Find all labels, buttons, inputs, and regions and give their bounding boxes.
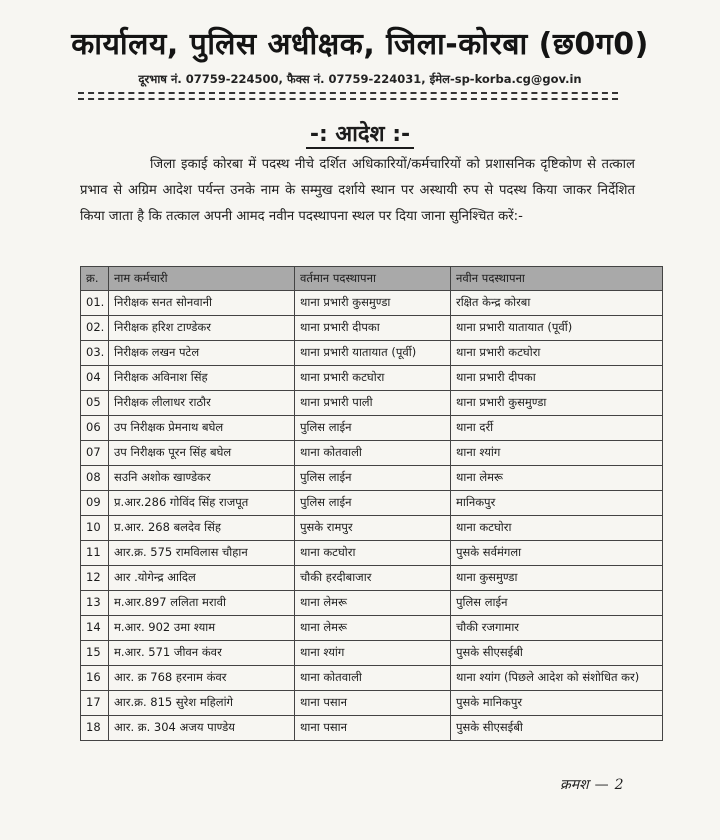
- new-posting-cell: थाना प्रभारी कुसमुण्डा: [451, 391, 663, 416]
- name-cell: म.आर.897 ललिता मरावी: [109, 591, 295, 616]
- table-row: [81, 416, 663, 441]
- current-posting-cell: पुलिस लाईन: [295, 416, 451, 441]
- serial-cell: 12: [81, 566, 109, 591]
- new-posting-cell: पुसके सीएसईबी: [451, 716, 663, 741]
- column-header-serial: क्र.: [81, 267, 109, 291]
- current-posting-cell: थाना लेमरू: [295, 616, 451, 641]
- current-posting-cell: थाना पसान: [295, 716, 451, 741]
- new-posting-cell: पुसके सीएसईबी: [451, 641, 663, 666]
- serial-cell: 04: [81, 366, 109, 391]
- serial-cell: 06: [81, 416, 109, 441]
- new-posting-cell: थाना लेमरू: [451, 466, 663, 491]
- name-cell: आर.क्र. 575 रामविलास चौहान: [109, 541, 295, 566]
- table-row: [81, 541, 663, 566]
- order-heading-text: -: आदेश :-: [306, 122, 414, 149]
- name-cell: निरीक्षक लखन पटेल: [109, 341, 295, 366]
- new-posting-cell: पुसके सर्वमंगला: [451, 541, 663, 566]
- serial-cell: 11: [81, 541, 109, 566]
- table-row: [81, 566, 663, 591]
- serial-cell: 07: [81, 441, 109, 466]
- new-posting-cell: पुसके मानिकपुर: [451, 691, 663, 716]
- new-posting-cell: थाना दर्री: [451, 416, 663, 441]
- name-cell: सउनि अशोक खाण्डेकर: [109, 466, 295, 491]
- name-cell: निरीक्षक सनत सोनवानी: [109, 291, 295, 316]
- serial-cell: 16: [81, 666, 109, 691]
- table-row: [81, 316, 663, 341]
- table-row: [81, 491, 663, 516]
- table-row: [81, 691, 663, 716]
- current-posting-cell: थाना कटघोरा: [295, 541, 451, 566]
- new-posting-cell: पुलिस लाईन: [451, 591, 663, 616]
- current-posting-cell: थाना प्रभारी दीपका: [295, 316, 451, 341]
- name-cell: आर .योगेन्द्र आदिल: [109, 566, 295, 591]
- current-posting-cell: पुसके रामपुर: [295, 516, 451, 541]
- new-posting-cell: थाना कटघोरा: [451, 516, 663, 541]
- serial-cell: 03.: [81, 341, 109, 366]
- new-posting-cell: चौकी रजगामार: [451, 616, 663, 641]
- serial-cell: 15: [81, 641, 109, 666]
- serial-cell: 14: [81, 616, 109, 641]
- column-header-current-posting: वर्तमान पदस्थापना: [295, 267, 451, 291]
- serial-cell: 17: [81, 691, 109, 716]
- column-header-name: नाम कर्मचारी: [109, 267, 295, 291]
- current-posting-cell: थाना कोतवाली: [295, 441, 451, 466]
- new-posting-cell: थाना प्रभारी कटघोरा: [451, 341, 663, 366]
- new-posting-cell: मानिकपुर: [451, 491, 663, 516]
- column-header-new-posting: नवीन पदस्थापना: [451, 267, 663, 291]
- header-divider: [78, 98, 618, 100]
- name-cell: आर.क्र. 815 सुरेश महिलांगे: [109, 691, 295, 716]
- table-row: [81, 291, 663, 316]
- name-cell: प्र.आर. 268 बलदेव सिंह: [109, 516, 295, 541]
- name-cell: आर. क्र 768 हरनाम कंवर: [109, 666, 295, 691]
- table-row: [81, 366, 663, 391]
- name-cell: प्र.आर.286 गोविंद सिंह राजपूत: [109, 491, 295, 516]
- new-posting-cell: थाना श्यांग (पिछले आदेश को संशोधित कर): [451, 666, 663, 691]
- order-heading: [270, 118, 450, 148]
- serial-cell: 08: [81, 466, 109, 491]
- table-row: [81, 516, 663, 541]
- serial-cell: 18: [81, 716, 109, 741]
- table-row: [81, 591, 663, 616]
- table-row: [81, 666, 663, 691]
- new-posting-cell: थाना कुसमुण्डा: [451, 566, 663, 591]
- current-posting-cell: थाना प्रभारी कटघोरा: [295, 366, 451, 391]
- serial-cell: 13: [81, 591, 109, 616]
- name-cell: निरीक्षक लीलाधर राठौर: [109, 391, 295, 416]
- name-cell: उप निरीक्षक प्रेमनाथ बघेल: [109, 416, 295, 441]
- table-row: [81, 391, 663, 416]
- name-cell: म.आर. 902 उमा श्याम: [109, 616, 295, 641]
- new-posting-cell: थाना श्यांग: [451, 441, 663, 466]
- table-row: [81, 641, 663, 666]
- name-cell: उप निरीक्षक पूरन सिंह बघेल: [109, 441, 295, 466]
- table-row: [81, 616, 663, 641]
- posting-table: [80, 266, 663, 741]
- new-posting-cell: रक्षित केन्द्र कोरबा: [451, 291, 663, 316]
- continued-page-number: 2: [614, 777, 624, 793]
- table-row: [81, 341, 663, 366]
- order-intro: जिला इकाई कोरबा में पदस्थ नीचे दर्शित अधिकारियों/कर्मचारियों को प्रशासनिक दृष्टिकोण से तत्काल प्रभाव से अग्रिम आदेश पर्यन्त उनके नाम के सम्मुख दर्शाये स्थान पर अस्थायी रुप से पदस्थ किया जाकर निर्देशित किया जाता है कि तत्काल अपनी आमद नवीन पदस्थापना स्थल पर दिया जाना सुनिश्चित करें:-: [80, 157, 635, 224]
- continued-mark: क्रमश — 2: [560, 777, 624, 793]
- name-cell: आर. क्र. 304 अजय पाण्डेय: [109, 716, 295, 741]
- new-posting-cell: थाना प्रभारी दीपका: [451, 366, 663, 391]
- serial-cell: 01.: [81, 291, 109, 316]
- office-title: कार्यालय, पुलिस अधीक्षक, जिला-कोरबा (छ0ग0): [71, 27, 649, 62]
- current-posting-cell: थाना पसान: [295, 691, 451, 716]
- current-posting-cell: थाना कोतवाली: [295, 666, 451, 691]
- serial-cell: 10: [81, 516, 109, 541]
- serial-cell: 05: [81, 391, 109, 416]
- table-row: [81, 466, 663, 491]
- header-divider: [78, 92, 618, 94]
- table-header-row: [81, 267, 663, 291]
- current-posting-cell: थाना प्रभारी यातायात (पूर्वी): [295, 341, 451, 366]
- table-row: [81, 441, 663, 466]
- current-posting-cell: थाना लेमरू: [295, 591, 451, 616]
- name-cell: निरीक्षक हरिश टाण्डेकर: [109, 316, 295, 341]
- new-posting-cell: थाना प्रभारी यातायात (पूर्वी): [451, 316, 663, 341]
- continued-label: क्रमश: [560, 777, 589, 793]
- current-posting-cell: पुलिस लाईन: [295, 491, 451, 516]
- current-posting-cell: थाना श्यांग: [295, 641, 451, 666]
- serial-cell: 09: [81, 491, 109, 516]
- current-posting-cell: थाना प्रभारी पाली: [295, 391, 451, 416]
- table-row: [81, 716, 663, 741]
- current-posting-cell: पुलिस लाईन: [295, 466, 451, 491]
- current-posting-cell: चौकी हरदीबाजार: [295, 566, 451, 591]
- name-cell: निरीक्षक अविनाश सिंह: [109, 366, 295, 391]
- name-cell: म.आर. 571 जीवन कंवर: [109, 641, 295, 666]
- current-posting-cell: थाना प्रभारी कुसमुण्डा: [295, 291, 451, 316]
- serial-cell: 02.: [81, 316, 109, 341]
- contact-line: दूरभाष नं. 07759-224500, फैक्स नं. 07759-224031, ईमेल-sp-korba.cg@gov.in: [138, 72, 582, 86]
